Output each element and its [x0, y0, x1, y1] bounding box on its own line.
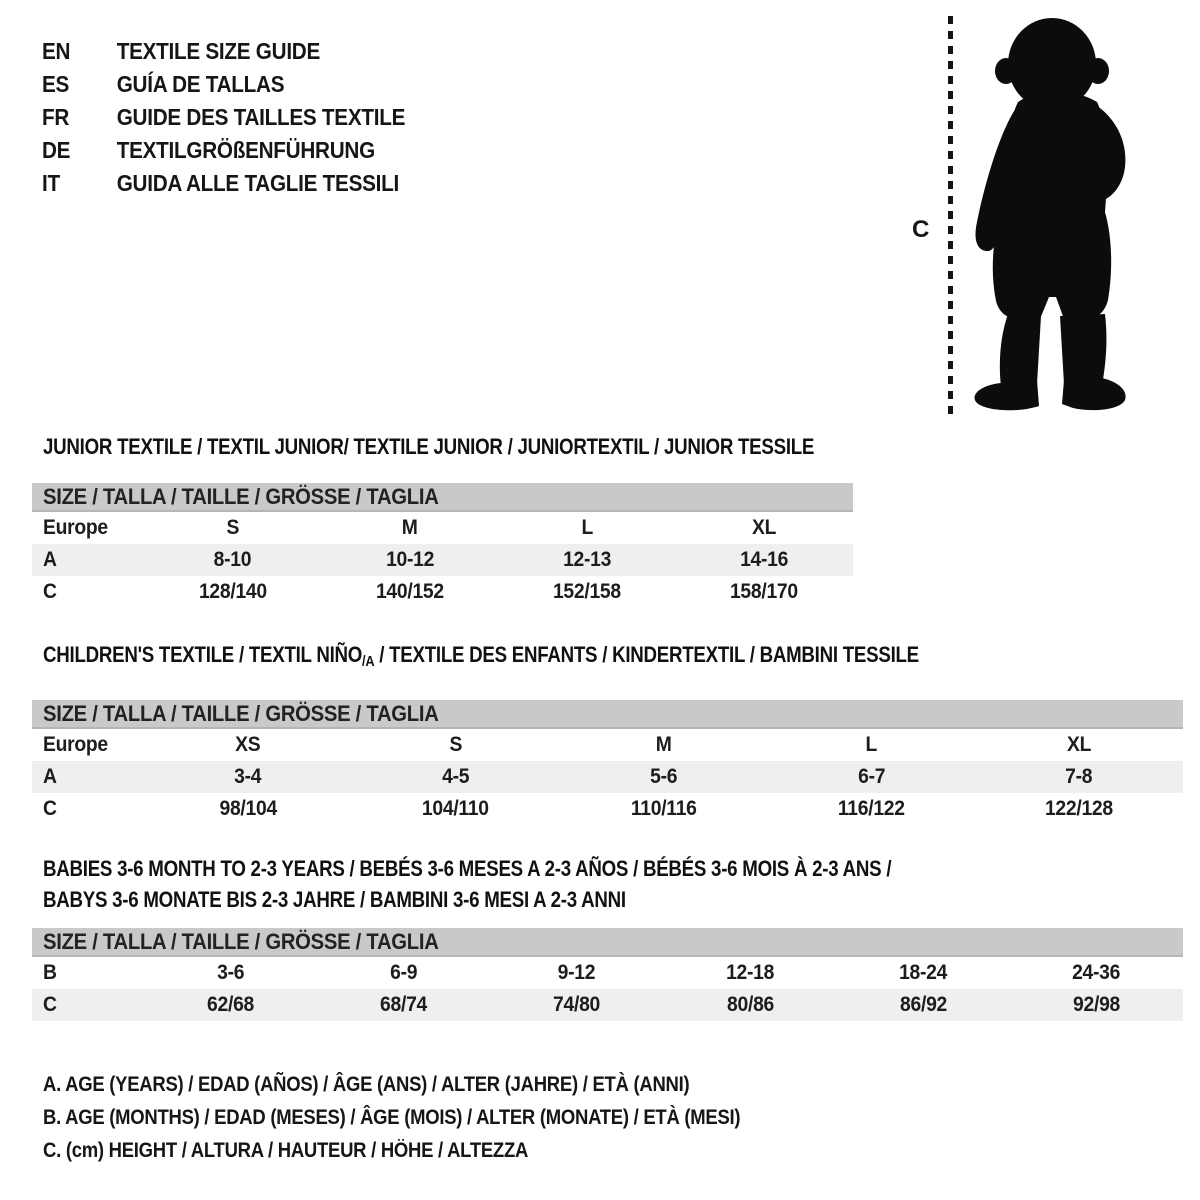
- value-cell: [560, 793, 768, 825]
- cell-text: 92/98: [1072, 993, 1120, 1016]
- language-list: [42, 35, 446, 200]
- heading-line-2: BABYS 3-6 MONATE BIS 2-3 JAHRE / BAMBINI 3-6 MESI A 2-3 ANNI: [43, 887, 626, 912]
- cell-text: 4-5: [442, 765, 470, 788]
- cell-text: B: [43, 961, 57, 984]
- lang-code: FR: [42, 104, 70, 130]
- lang-row-de: [42, 134, 405, 167]
- value-cell: [352, 728, 560, 761]
- value-cell: [663, 989, 836, 1021]
- size-header-bar: [32, 483, 853, 511]
- cell-text: 6-9: [390, 961, 418, 984]
- row-label-cell: [32, 576, 144, 608]
- cell-text: 10-12: [385, 548, 434, 571]
- cell-text: C: [43, 797, 57, 820]
- cell-text: S: [449, 733, 462, 756]
- table-row: [32, 989, 1183, 1021]
- cell-text: 140/152: [375, 580, 444, 603]
- cell-text: A: [43, 548, 57, 571]
- lang-title: TEXTILE SIZE GUIDE: [116, 38, 321, 64]
- size-table-junior: [32, 483, 853, 608]
- value-cell: [560, 728, 768, 761]
- section-heading: [43, 853, 1012, 915]
- heading-text: / TEXTILE DES ENFANTS / KINDERTEXTIL / BAMBINI TESSILE: [374, 642, 919, 667]
- cell-text: 8-10: [213, 548, 252, 571]
- section-babies-textile: [32, 853, 1183, 1021]
- value-cell: [676, 576, 853, 608]
- value-cell: [352, 761, 560, 793]
- value-cell: [499, 576, 676, 608]
- cell-text: XL: [1067, 733, 1092, 756]
- value-cell: [837, 956, 1010, 989]
- value-cell: [1010, 989, 1183, 1021]
- cell-text: A: [43, 765, 57, 788]
- section-heading: [43, 644, 1012, 673]
- value-cell: [975, 728, 1183, 761]
- lang-row-it: [42, 167, 405, 200]
- value-cell: [144, 576, 321, 608]
- table-row: [32, 956, 1183, 989]
- lang-title: GUIDA ALLE TAGLIE TESSILI: [116, 170, 399, 196]
- table-row: [32, 576, 853, 608]
- value-cell: [144, 511, 321, 544]
- lang-title: GUÍA DE TALLAS: [116, 71, 285, 97]
- cell-text: M: [401, 516, 418, 539]
- value-cell: [676, 511, 853, 544]
- cell-text: 116/122: [837, 797, 905, 820]
- height-measure-label: C: [912, 216, 930, 243]
- cell-text: 62/68: [207, 993, 255, 1016]
- cell-text: 3-4: [234, 765, 262, 788]
- cell-text: C: [43, 580, 57, 603]
- height-measure-dashed-line: [948, 16, 953, 416]
- cell-text: 24-36: [1072, 961, 1121, 984]
- cell-text: 98/104: [219, 797, 277, 820]
- value-cell: [490, 989, 663, 1021]
- heading-subscript: /A: [362, 653, 375, 670]
- value-cell: [144, 956, 317, 989]
- size-header-text: SIZE / TALLA / TAILLE / GRÖSSE / TAGLIA: [43, 700, 439, 726]
- cell-text: M: [655, 733, 672, 756]
- table-row: [32, 728, 1183, 761]
- value-cell: [499, 511, 676, 544]
- size-header-text: SIZE / TALLA / TAILLE / GRÖSSE / TAGLIA: [43, 483, 439, 509]
- value-cell: [837, 989, 1010, 1021]
- cell-text: 74/80: [553, 993, 601, 1016]
- value-cell: [317, 956, 490, 989]
- cell-text: 86/92: [899, 993, 947, 1016]
- size-table-babies: [32, 928, 1183, 1021]
- size-table-children: [32, 700, 1183, 825]
- lang-code: DE: [42, 137, 71, 163]
- cell-text: 14-16: [740, 548, 789, 571]
- lang-title: GUIDE DES TAILLES TEXTILE: [116, 104, 406, 130]
- legend: [43, 1068, 835, 1167]
- heading-line-1: BABIES 3-6 MONTH TO 2-3 YEARS / BEBÉS 3-6 MESES A 2-3 AÑOS / BÉBÉS 3-6 MOIS À 2-3 ANS /: [43, 856, 892, 881]
- row-label-cell: [32, 793, 144, 825]
- cell-text: 18-24: [899, 961, 948, 984]
- value-cell: [663, 956, 836, 989]
- value-cell: [767, 728, 975, 761]
- cell-text: 9-12: [558, 961, 596, 984]
- section-childrens-textile: [32, 644, 1183, 825]
- table-row: [32, 511, 853, 544]
- row-label-cell: [32, 728, 144, 761]
- cell-text: 80/86: [726, 993, 774, 1016]
- value-cell: [352, 793, 560, 825]
- value-cell: [321, 544, 498, 576]
- cell-text: C: [43, 993, 57, 1016]
- cell-text: 122/128: [1045, 797, 1114, 820]
- value-cell: [560, 761, 768, 793]
- cell-text: 68/74: [380, 993, 428, 1016]
- lang-code: ES: [42, 71, 70, 97]
- value-cell: [144, 761, 352, 793]
- section-junior-textile: [32, 436, 853, 608]
- value-cell: [144, 728, 352, 761]
- size-header-row: [32, 928, 1183, 956]
- legend-line-b: B. AGE (MONTHS) / EDAD (MESES) / ÂGE (MOIS) / ALTER (MONATE) / ETÀ (MESI): [43, 1106, 741, 1129]
- row-label-cell: [32, 511, 144, 544]
- cell-text: 158/170: [730, 580, 799, 603]
- value-cell: [321, 576, 498, 608]
- value-cell: [144, 544, 321, 576]
- cell-text: Europe: [43, 516, 108, 539]
- row-label-cell: [32, 761, 144, 793]
- row-label-cell: [32, 989, 144, 1021]
- value-cell: [975, 761, 1183, 793]
- value-cell: [767, 793, 975, 825]
- cell-text: XL: [752, 516, 777, 539]
- size-header-row: [32, 700, 1183, 728]
- cell-text: 3-6: [217, 961, 245, 984]
- cell-text: S: [226, 516, 239, 539]
- value-cell: [317, 989, 490, 1021]
- cell-text: 5-6: [649, 765, 678, 788]
- section-heading: JUNIOR TEXTILE / TEXTIL JUNIOR/ TEXTILE JUNIOR / JUNIORTEXTIL / JUNIOR TESSILE: [43, 434, 815, 459]
- table-row: [32, 761, 1183, 793]
- table-row: [32, 793, 1183, 825]
- lang-row-es: [42, 68, 405, 101]
- lang-title: TEXTILGRÖßENFÜHRUNG: [116, 137, 375, 163]
- value-cell: [676, 544, 853, 576]
- size-header-bar: [32, 928, 1183, 956]
- lang-row-fr: [42, 101, 405, 134]
- cell-text: 6-7: [857, 765, 885, 788]
- cell-text: Europe: [43, 733, 108, 756]
- value-cell: [1010, 956, 1183, 989]
- lang-row-en: [42, 35, 405, 68]
- value-cell: [144, 793, 352, 825]
- value-cell: [321, 511, 498, 544]
- cell-text: L: [581, 516, 593, 539]
- cell-text: 128/140: [198, 580, 267, 603]
- heading-text: CHILDREN'S TEXTILE / TEXTIL NIÑO: [43, 642, 363, 667]
- value-cell: [499, 544, 676, 576]
- value-cell: [144, 989, 317, 1021]
- cell-text: 12-18: [726, 961, 775, 984]
- cell-text: 152/158: [553, 580, 622, 603]
- value-cell: [975, 793, 1183, 825]
- lang-code: IT: [42, 170, 60, 196]
- size-header-row: [32, 483, 853, 511]
- legend-line-a: A. AGE (YEARS) / EDAD (AÑOS) / ÂGE (ANS) / ALTER (JAHRE) / ETÀ (ANNI): [43, 1073, 690, 1096]
- cell-text: XS: [235, 733, 261, 756]
- size-header-bar: [32, 700, 1183, 728]
- cell-text: 7-8: [1065, 765, 1093, 788]
- toddler-silhouette-icon: [956, 14, 1136, 418]
- row-label-cell: [32, 544, 144, 576]
- cell-text: 104/110: [422, 797, 490, 820]
- cell-text: 12-13: [563, 548, 612, 571]
- row-label-cell: [32, 956, 144, 989]
- cell-text: 110/116: [630, 797, 697, 820]
- lang-code: EN: [42, 38, 71, 64]
- cell-text: L: [865, 733, 878, 756]
- value-cell: [490, 956, 663, 989]
- table-row: [32, 544, 853, 576]
- legend-line-c: C. (cm) HEIGHT / ALTURA / HAUTEUR / HÖHE / ALTEZZA: [43, 1139, 529, 1162]
- size-header-text: SIZE / TALLA / TAILLE / GRÖSSE / TAGLIA: [43, 928, 439, 954]
- value-cell: [767, 761, 975, 793]
